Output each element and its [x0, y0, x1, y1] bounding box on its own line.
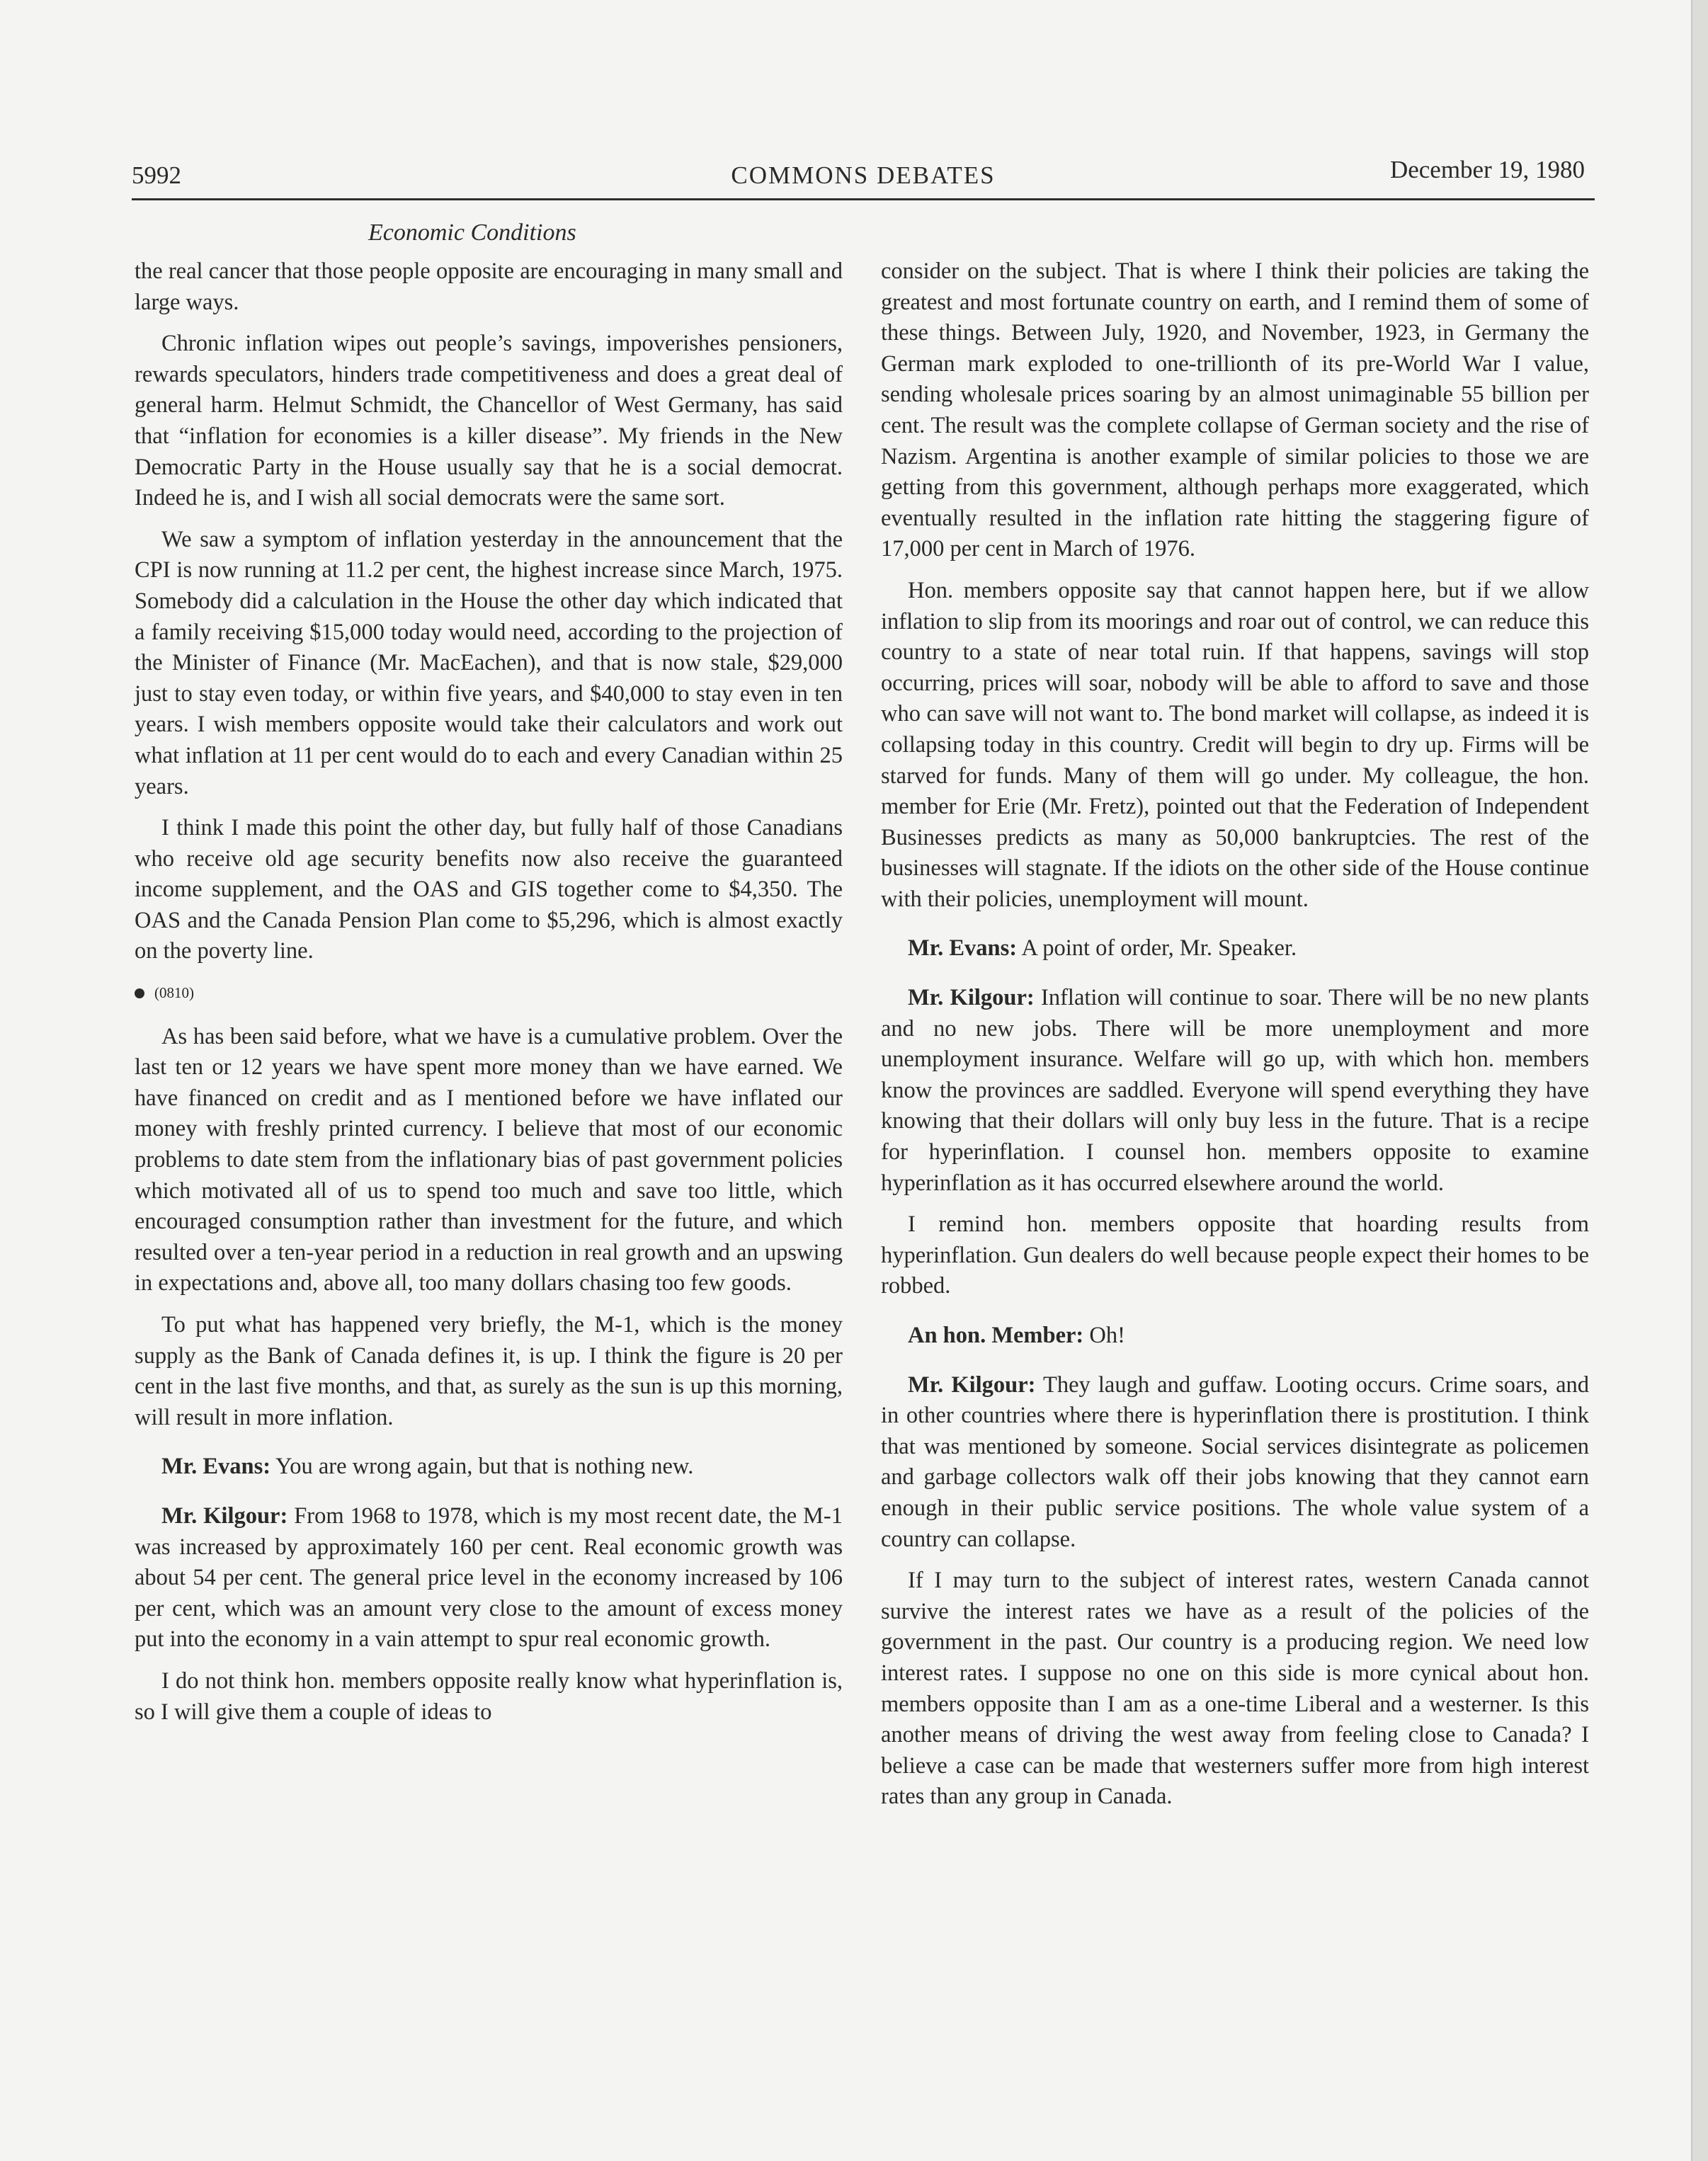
speech-text: Oh!: [1089, 1323, 1125, 1348]
speech-text: From 1968 to 1978, which is my most recent date, the M-1 was increased by approximately 160 per cent. Real economic growth was about 54 per cent. The general price level in the economy increased by 106 per cent, which was an amount very close to the amount of excess money put into the economy in a vain attempt to spur real economic growth.: [135, 1503, 843, 1653]
time-marker: [135, 978, 843, 1009]
publication-date: December 19, 1980: [1389, 156, 1585, 183]
paragraph: We saw a symptom of inflation yesterday in the announcement that the CPI is now running at 11.2 per cent, the highest increase since March, 1975. Somebody did a calculation in the House the other day which indicated that a family receiving $15,000 today would need, according to the projection of the Minister of Finance (Mr. MacEachen), and that is now stale, $29,000 just to stay even today, or within five years, and $40,000 to stay even in ten years. I wish members opposite would take their calculators and work out what inflation at 11 per cent would do to each and every Canadian within 25 years.: [135, 526, 843, 799]
speech-paragraph: [135, 1452, 843, 1483]
right-column: [881, 256, 1589, 1823]
speaker-name: Mr. Evans:: [908, 935, 1018, 962]
speech-paragraph: [881, 983, 1589, 1199]
speech-paragraph: [135, 1501, 843, 1655]
time-marker-label: (0810): [154, 984, 194, 1002]
paragraph: Chronic inflation wipes out people’s savings, impoverishes pensioners, rewards speculators, hinders trade competitiveness and does a great deal of general harm. Helmut Schmidt, the Chancellor of West Germany, has said that “inflation for economies is a killer disease”. My friends in the New Democratic Party in the House usually say that he is a social democrat. Indeed he is, and I wish all social democrats were the same sort.: [135, 331, 843, 511]
speech-paragraph: [881, 1370, 1589, 1556]
paragraph: To put what has happened very briefly, the M-1, which is the money supply as the Bank of Canada defines it, is up. I think the figure is 20 per cent in the last five months, and that, as surely as the sun is up this morning, will result in more inflation.: [135, 1312, 843, 1430]
paragraph: If I may turn to the subject of interest rates, western Canada cannot survive the interest rates we have as a result of the policies of the government in the past. Our country is a producing region. We need low interest rates. I suppose no one on this side is more cynical about hon. members opposite than I am as a one-time Liberal and a westerner. Is this another means of driving the west away from feeling close to Canada? I believe a case can be made that westerners suffer more from high interest rates than any group in Canada.: [881, 1568, 1589, 1810]
page-header: [132, 156, 1595, 200]
speech-paragraph: [881, 933, 1589, 964]
page-number: 5992: [132, 161, 181, 189]
paragraph: consider on the subject. That is where I think their policies are taking the greatest and most fortunate country on earth, and I remind them of some of these things. Between July, 1920, and November, 1923, in Germany the German mark exploded to one-trillionth of its pre-World War I value, sending wholesale prices soaring by an almost unimaginable 55 billion per cent. The result was the complete collapse of German society and the rise of Nazism. Argentina is another example of similar policies to those we are getting from this government, although perhaps more exaggerated, which eventually resulted in the inflation rate hitting the staggering figure of 17,000 per cent in March of 1976.: [881, 258, 1589, 562]
speech-text: A point of order, Mr. Speaker.: [1021, 935, 1297, 962]
speech-text: Inflation will continue to soar. There will be no new plants and no new jobs. There will be more unemployment and more unemployment insurance. Welfare will go up, with which hon. members know the provinces are saddled. Everyone will spend everything they have knowing that their dollars will only buy less in the future. That is a recipe for hyperinflation. I counsel hon. members opposite to examine hyperinflation as it has occurred elsewhere around the world.: [881, 985, 1589, 1196]
bullet-icon: [135, 988, 144, 998]
speaker-name: Mr. Kilgour:: [161, 1503, 288, 1529]
left-column: [135, 256, 843, 1738]
speech-text: You are wrong again, but that is nothing new.: [275, 1454, 694, 1480]
section-subheader: Economic Conditions: [368, 219, 576, 246]
speaker-name: Mr. Kilgour:: [908, 1372, 1036, 1398]
paragraph: the real cancer that those people opposite are encouraging in many small and large ways.: [135, 258, 843, 315]
paragraph: I remind hon. members opposite that hoarding results from hyperinflation. Gun dealers do well because people expect their homes to be robbed.: [881, 1211, 1589, 1299]
paragraph: I do not think hon. members opposite really know what hyperinflation is, so I will give them a couple of ideas to: [135, 1667, 843, 1725]
paragraph: As has been said before, what we have is a cumulative problem. Over the last ten or 12 years we have spent more money than we have earned. We have financed on credit and as I mentioned before we have inflated our money with freshly printed currency. I believe that most of our economic problems to date stem from the inflationary bias of past government policies which motivated all of us to spend too much and save too little, which encouraged consumption rather than investment for the future, and which resulted over a ten-year period in a reduction in real growth and an upswing in expectations and, above all, too many dollars chasing too few goods.: [135, 1023, 843, 1296]
speaker-name: An hon. Member:: [908, 1323, 1084, 1348]
paragraph: I think I made this point the other day, but fully half of those Canadians who receive old age security benefits now also receive the guaranteed income supplement, and the OAS and GIS together come to $4,350. The OAS and the Canada Pension Plan come to $5,296, which is almost exactly on the poverty line.: [135, 815, 843, 964]
speaker-name: Mr. Kilgour:: [908, 985, 1035, 1011]
speech-paragraph: [881, 1321, 1589, 1352]
speaker-name: Mr. Evans:: [161, 1454, 271, 1480]
paragraph: Hon. members opposite say that cannot happen here, but if we allow inflation to slip from its moorings and roar out of control, we can reduce this country to a state of near total ruin. If that happens, savings will stop occurring, prices will soar, nobody will be able to afford to save and those who can save will not want to. The bond market will collapse, as indeed it is collapsing today in this country. Credit will begin to dry up. Firms will be starved for funds. Many of them will go under. My colleague, the hon. member for Erie (Mr. Fretz), pointed out that the Federation of Independent Businesses predicts as many as 50,000 bankruptcies. The rest of the businesses will stagnate. If the idiots on the other side of the House continue with their policies, unemployment will mount.: [881, 577, 1589, 912]
page-edge: [1691, 0, 1708, 2161]
speech-text: They laugh and guffaw. Looting occurs. Crime soars, and in other countries where there is hyperinflation there is prostitution. I think that was mentioned by someone. Social services disintegrate as policemen and garbage collectors walk off their jobs knowing that they cannot earn enough in their public service positions. The whole value system of a country can collapse.: [881, 1372, 1589, 1552]
publication-title: COMMONS DEBATES: [731, 161, 996, 189]
